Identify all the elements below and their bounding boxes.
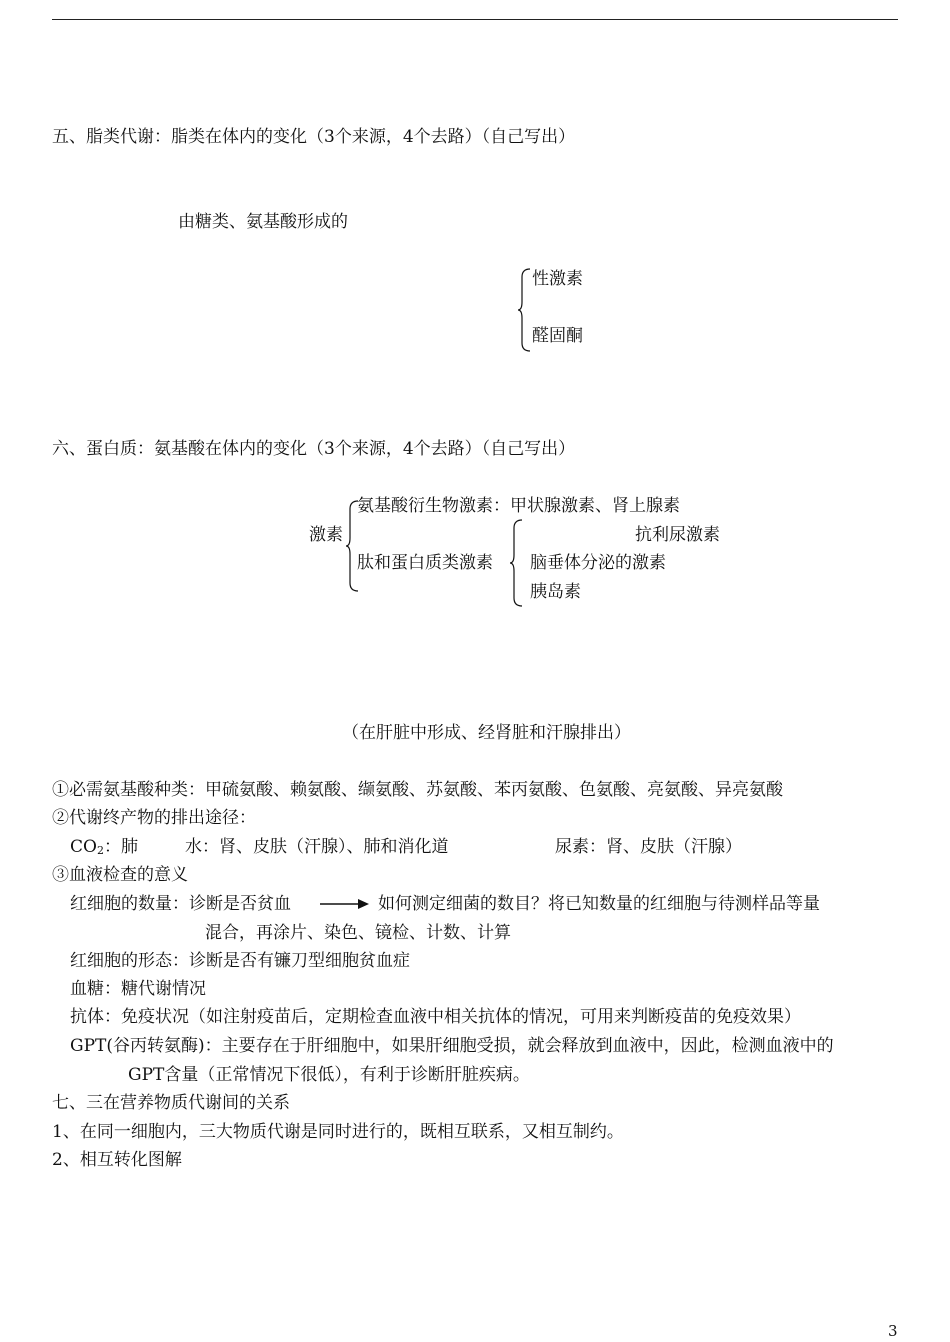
right-arrow-icon bbox=[320, 897, 370, 911]
peptide-hormone-label: 肽和蛋白质类激素 bbox=[357, 553, 493, 573]
amino-derivative-hormones: 氨基酸衍生物激素：甲状腺激素、肾上腺素 bbox=[357, 496, 680, 516]
urea-formation-note: （在肝脏中形成、经肾脏和汗腺排出） bbox=[342, 723, 631, 743]
lipid-source-text: 由糖类、氨基酸形成的 bbox=[178, 212, 348, 232]
rbc-count: 红细胞的数量：诊断是否贫血 bbox=[70, 894, 291, 914]
excretion-title: ②代谢终产物的排出途径： bbox=[52, 808, 256, 828]
blood-test-title: ③血液检查的意义 bbox=[52, 865, 188, 885]
peptide-brace bbox=[510, 519, 524, 607]
hormone-label: 激素 bbox=[309, 525, 343, 545]
rbc-shape: 红细胞的形态：诊断是否有镰刀型细胞贫血症 bbox=[70, 951, 410, 971]
header-rule bbox=[52, 19, 898, 20]
section7-item2: 2、相互转化图解 bbox=[52, 1150, 182, 1170]
page-number: 3 bbox=[888, 1322, 898, 1340]
sterol-brace bbox=[518, 268, 532, 352]
sterol-item-aldosterone: 醛固酮 bbox=[532, 326, 583, 346]
blood-sugar: 血糖：糖代谢情况 bbox=[70, 979, 206, 999]
rbc-count-question: 如何测定细菌的数目？将已知数量的红细胞与待测样品等量 bbox=[378, 894, 820, 914]
rbc-count-question-cont: 混合，再涂片、染色、镜检、计数、计算 bbox=[205, 923, 511, 943]
peptide-item-adh: 抗利尿激素 bbox=[635, 525, 720, 545]
antibody: 抗体：免疫状况（如注射疫苗后，定期检查血液中相关抗体的情况，可用来判断疫苗的免疫效果） bbox=[70, 1007, 801, 1027]
section7-item1: 1、在同一细胞内，三大物质代谢是同时进行的，既相互联系，又相互制约。 bbox=[52, 1122, 624, 1142]
co2-excretion: $CO_2$：肺 bbox=[70, 837, 138, 857]
essential-amino-acids: ①必需氨基酸种类：甲硫氨酸、赖氨酸、缬氨酸、苏氨酸、苯丙氨酸、色氨酸、亮氨酸、异亮氨酸 bbox=[52, 780, 783, 800]
gpt-line1: GPT(谷丙转氨酶)：主要存在于肝细胞中，如果肝细胞受损，就会释放到血液中，因此，检测血液中的 bbox=[70, 1036, 834, 1056]
urea-excretion: 尿素：肾、皮肤（汗腺） bbox=[555, 837, 742, 857]
section6-heading: 六、蛋白质：氨基酸在体内的变化（3个来源，4个去路）（自己写出） bbox=[52, 439, 576, 459]
section5-heading: 五、脂类代谢：脂类在体内的变化（3个来源，4个去路）（自己写出） bbox=[52, 127, 576, 147]
peptide-item-pituitary: 脑垂体分泌的激素 bbox=[530, 553, 666, 573]
peptide-item-insulin: 胰岛素 bbox=[530, 582, 581, 602]
section7-heading: 七、三在营养物质代谢间的关系 bbox=[52, 1093, 290, 1113]
gpt-line2: GPT含量（正常情况下很低），有利于诊断肝脏疾病。 bbox=[128, 1065, 530, 1085]
water-excretion: 水：肾、皮肤（汗腺）、肺和消化道 bbox=[185, 837, 449, 857]
sterol-item-sex-hormone: 性激素 bbox=[532, 269, 583, 289]
